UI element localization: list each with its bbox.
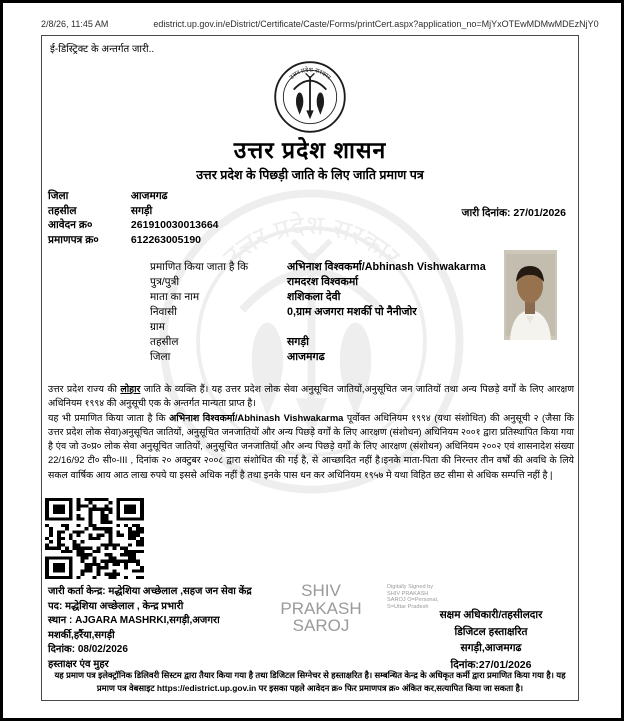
signature-seal-label: हस्ताक्षर एंव मुहर xyxy=(48,658,109,670)
resident-label: निवासी xyxy=(150,306,177,318)
holder-tehsil-value: सगड़ी xyxy=(287,336,309,348)
caste-name: लोहार xyxy=(120,383,141,394)
certificate-body xyxy=(48,382,574,482)
caste-certificate xyxy=(41,35,579,701)
officer-designation: सक्षम अधिकारी/तहसीलदार xyxy=(439,609,543,621)
tehsil-label: तहसील xyxy=(48,204,77,217)
holder-details xyxy=(150,260,500,365)
issuer-block xyxy=(48,585,296,673)
application-no-value: 261910030013664 xyxy=(130,219,219,231)
legal-clause-paragraph: यह भी प्रमाणित किया जाता है कि अभिनाश विश्वकर्मा/Abhinash Vishwakarma पूर्वोक्त अधिनियम १९९४ (यथा संशोधित) की अनुसूची २ (जैसा कि उत्तर प्रदेश लोक सेवा)अनुसूचित जातियों, अनुसूचित जनजातियों और अन्य पिछड़े वर्गों के लिए आरक्षण (संशोधन) अधिनियम २००१ द्वारा प्रतिस्थापित किया गया है एंव जो उ०प्र० लोक सेवा अनुसूचित जातियों, अनुसूचित जनजातियों और अन्य पिछड़े वर्गों के लिए आरक्षण (संशोधन) अधिनियम २००२ एवं शासनादेश संख्या 22/16/92 टी० सी०-III , दिनांक २० अक्टुबर २००८ द्वारा संशोधित की गई है, से आच्छादित नहीं है।इनके माता-पिता की निरन्तर तीन वर्षों की अवधि के लिये सकल वार्षिक आय आठ लाख रुपये या इससे अधिक नहीं है तथा इनके पास धन कर अधिनियम १९५७ मे यथा विहित छट सीमा से अधिक सम्पत्ति नहीं है | xyxy=(48,411,575,480)
holder-row-tehsil xyxy=(150,335,500,350)
sig-detail-line: Digitally Signed by xyxy=(387,584,434,590)
applicant-photo xyxy=(504,250,557,340)
officer-signed-label: डिजिटल हस्ताक्षरित xyxy=(454,625,528,638)
certificate-title: उत्तर प्रदेश शासन xyxy=(233,137,387,163)
certificate-no-label: प्रमाणपत्र क्र० xyxy=(48,233,99,246)
certificate-meta xyxy=(48,189,219,247)
sig-detail-line: SHIV PRAKASH xyxy=(387,590,429,597)
meta-row-application-no xyxy=(48,218,219,233)
browser-print-header xyxy=(41,19,611,33)
print-url: edistrict.up.gov.in/eDistrict/Certificate/Caste/Forms/printCert.aspx?application_no=MjYxOTEwMDMwMDEzNjY0 xyxy=(153,19,599,29)
holder-row-village xyxy=(150,320,500,335)
officer-block xyxy=(410,607,572,673)
holder-district-label: जिला xyxy=(150,351,171,363)
meta-row-certificate-no xyxy=(48,233,219,248)
holder-row-district xyxy=(150,350,500,365)
tehsil-value: सगड़ी xyxy=(130,204,153,217)
up-government-emblem-icon xyxy=(273,60,347,134)
certificate-no-value: 612263005190 xyxy=(130,233,201,246)
district-value: आजमगढ xyxy=(130,190,168,202)
application-no-label: आवेदन क्र० xyxy=(48,219,93,231)
verification-footer-note: यह प्रमाण पत्र इलेक्ट्रॉनिक डिलिवरी सिस्टम द्वारा तैयार किया गया है तथा डिजिटल सिग्नेचर से हस्ताक्षरित है। सम्बन्धित केन्द्र के अधिकृत कर्मी द्वारा प्रमाणित किया गया है। यह प्रमाण पत्र वेबसाइट https://edistrict.up.gov.in पर इसका पहले आवेदन क्र० फिर प्रमाणपत्र क्र० अंकित कर,सत्यापित किया जा सकता है। xyxy=(54,670,566,693)
caste-declaration-paragraph: उत्तर प्रदेश राज्य की लोहार जाति के व्यक्ति हैं। यह उत्तर प्रदेश लोक सेवा अनुसूचित जातियों,अनुसूचित जन जातियों तथा अन्य पिछड़े वर्गों के लिए आरक्षण अधिनियम १९९४ की अनुसूची एक के अन्तर्गत मान्यता प्राप्त है। xyxy=(48,383,574,409)
resident-address: 0,ग्राम अजगरा मशर्की पो नैनीजोर xyxy=(287,306,417,318)
holder-name: अभिनाश विश्वकर्मा/Abhinash Vishwakarma xyxy=(287,261,486,273)
village-value xyxy=(287,320,492,335)
applicant-photo-image xyxy=(504,250,557,340)
mother-label: माता का नाम xyxy=(150,291,200,303)
issuer-location: स्थान : AJGARA MASHRKI,सगड़ी,अजगरा मशर्की,हर्रैया,सगड़ी xyxy=(48,615,220,641)
issued-under-note: ई-डिस्ट्रिक्ट के अन्तर्गत जारी.. xyxy=(50,44,155,55)
holder-district-value: आजमगढ xyxy=(287,351,325,363)
print-timestamp: 2/8/26, 11:45 AM xyxy=(41,19,109,29)
father-name: रामदरश विश्वकर्मा xyxy=(287,276,359,288)
sig-detail-line: SAROJ O=Personal, xyxy=(387,597,439,604)
village-label: ग्राम xyxy=(150,321,165,333)
officer-date: दिनांक:27/01/2026 xyxy=(450,658,532,671)
issuer-center: जारी कर्ता केन्द्र: मद्धेशिया अच्छेलाल ,सहज जन सेवा केंद्र xyxy=(48,586,252,597)
father-label: पुत्र/पुत्री xyxy=(150,276,180,288)
issuer-post: पद: मद्धेशिया अच्छेलाल , केन्द्र प्रभारी xyxy=(48,600,184,612)
holder-tehsil-label: तहसील xyxy=(150,336,179,348)
issue-date: जारी दिनांक: 27/01/2026 xyxy=(461,207,566,219)
digital-signature-name: SHIV PRAKASH SAROJ xyxy=(280,581,362,635)
issuer-date: दिनांक: 08/02/2026 xyxy=(48,644,128,656)
verification-qr-code xyxy=(45,498,144,579)
holder-row-resident xyxy=(150,305,500,320)
sig-detail-line: S=Uttar Pradesh xyxy=(387,603,429,610)
certified-label: प्रमाणित किया जाता है कि xyxy=(150,261,249,273)
holder-name-inline: अभिनाश विश्वकर्मा/Abhinash Vishwakarma xyxy=(169,411,344,423)
meta-row-tehsil xyxy=(48,204,219,219)
officer-place: सगड़ी,आजमगढ xyxy=(460,642,522,654)
holder-row-mother xyxy=(150,290,500,305)
mother-name: शशिकला देवी xyxy=(287,291,341,303)
holder-row-father xyxy=(150,275,500,290)
holder-row-name xyxy=(150,260,500,275)
district-label: जिला xyxy=(48,190,69,202)
certificate-subtitle: उत्तर प्रदेश के पिछड़ी जाति के लिए जाति प्रमाण पत्र xyxy=(196,168,424,182)
meta-row-district xyxy=(48,189,219,204)
